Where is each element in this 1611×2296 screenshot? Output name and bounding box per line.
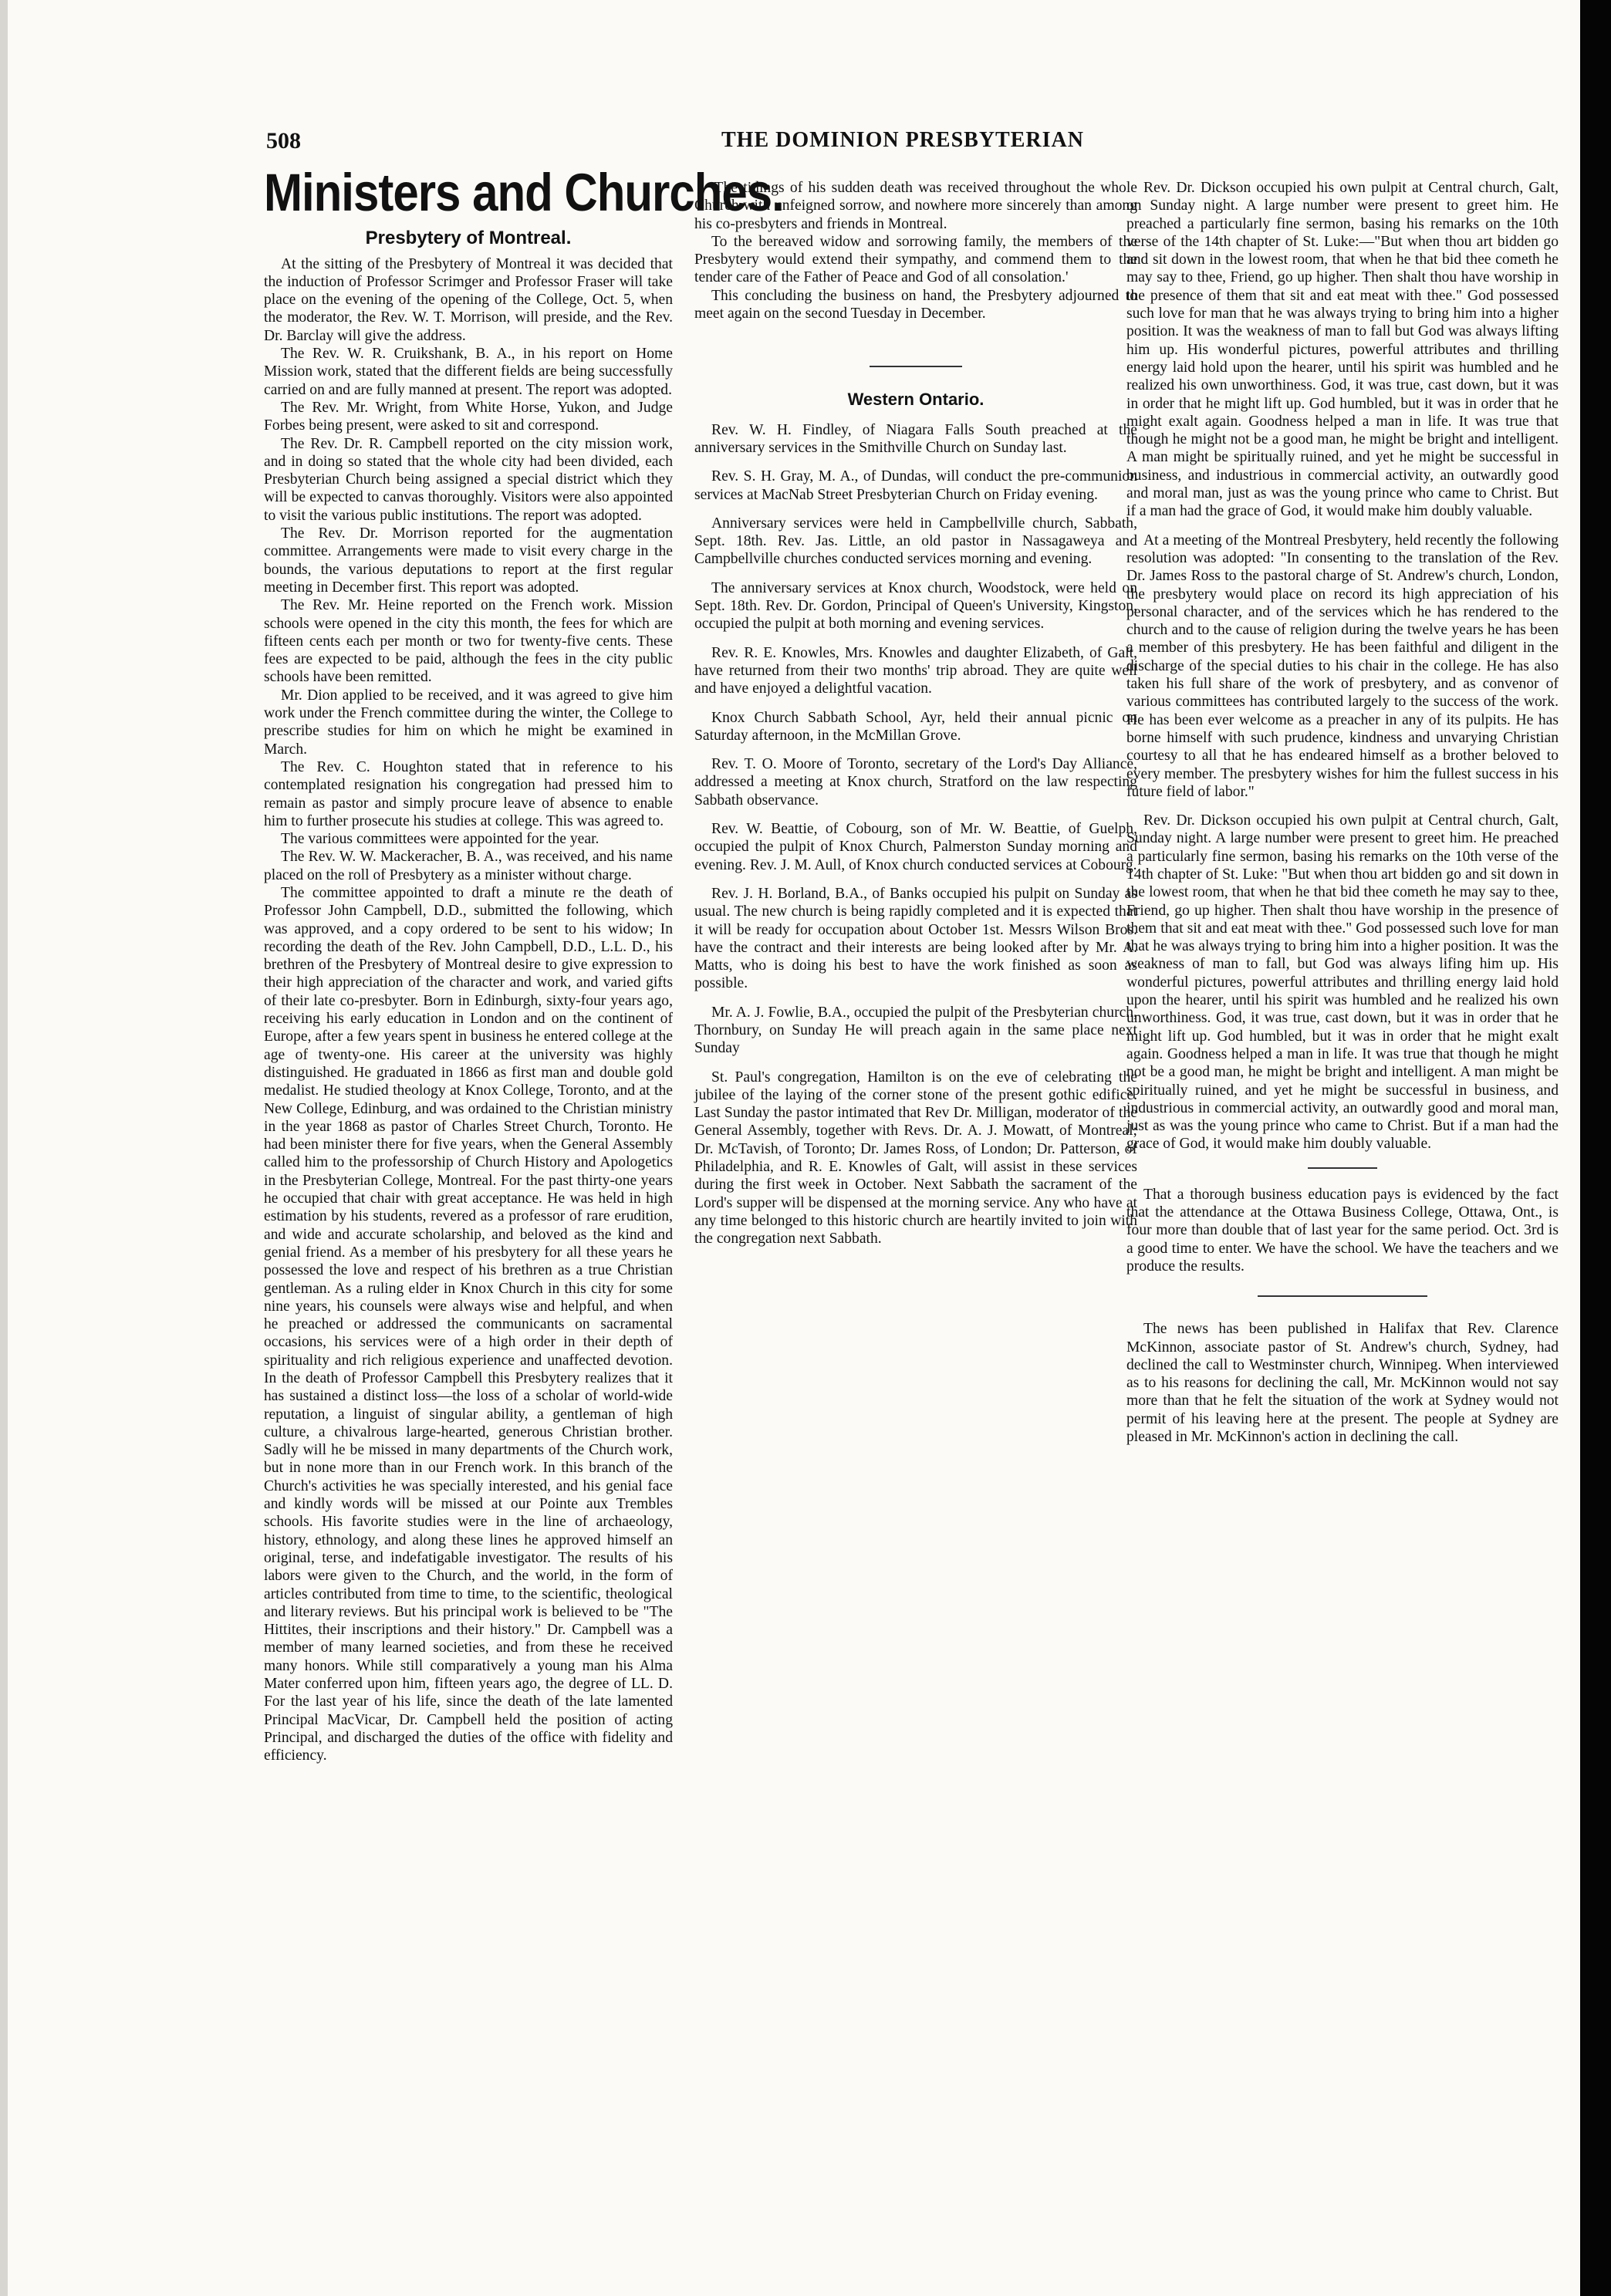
campbell-minute: The committee appointed to draft a minute re the death of Professor John Campbell, D.D., submitted the following, which was approved, and a copy ordered to be sent to his widow; In recording the death of the Rev. John Campbell, D.D., L.L. D., his brethren of the Presbytery of Montreal desire to give expression to their high appreciation of the character and work, and varied gifts of their late co-presbyter. Born in Edinburgh, sixty-four years ago, receiving his early education in London and on the continent of Europe, after a few years spent in business he entered college at the age of twenty-one. His career at the university was highly distinguished. He graduated in 1866 as first man and double gold medalist. He studied theology at Knox College, Toronto, and at the New College, Edinburg, and was ordained to the Christian ministry in the year 1868 as pastor of Charles Street Church, Toronto. He had been minister there for five years, when the General Assembly called him to the professorship of Church History and Apologetics in the Presbyterian College, Montreal. For the past thirty-one years he occupied that chair with great acceptance. He was held in high estimation by his students, revered as a professor of rare erudition, and wide and accurate scholarship, and beloved as the kind and genial friend. As a member of his presbytery for all these years he possessed the love and respect of his brethren as a true Christian gentleman. As a ruling elder in Knox Church in this city for some nine years, his counsels were always wise and helpful, and when he preached or addressed the communicants on sacramental occasions, his services were of a high order in their depth of spirituality and rich religious experience and unaffected devotion. In the death of Professor Campbell this Presbytery realizes that it has sustained a distinct loss—the loss of a scholar of world-wide reputation, a linguist of singular ability, a gentleman of high culture, a chivalrous large-hearted, generous Christian brother. Sadly will he be missed in many departments of the Church work, but in none more than in our French work. In this branch of the Church's activities he was specially interested, and his genial face and kindly words will be missed at our Pointe aux Trembles schools. His favorite studies were in the line of archaeology, history, ethnology, and along these lines he approved himself an original, terse, and indefatigable investigator. The results of his labors were given to the Church, and the world, in the form of articles contributed from time to time, to the scientific, theological and literary reviews. But his principal work is believed to be "The Hittites, their inscriptions and their history." Dr. Campbell was a member of many learned societies, and from these he received many honors. While still comparatively a young man his Alma Mater conferred upon him, fifteen years ago, the degree of LL. D. For the last year of his life, since the death of the late lamented Principal MacVicar, Dr. Campbell held the position of acting Principal, and discharged the duties of the office with fidelity and efficiency.	[264, 884, 673, 1764]
news-item: Rev. R. E. Knowles, Mrs. Knowles and daughter Elizabeth, of Galt, have returned from their two months' trip abroad. They are quite well and have enjoyed a delightful vacation.	[694, 644, 1137, 697]
article-rule	[1258, 1295, 1427, 1297]
montreal-paragraph: The Rev. W. R. Cruikshank, B. A., in his report on Home Mission work, stated that the different fields are being successfully carried on and are fully manned at present. The report was adopted.	[264, 346, 673, 398]
scan-left-edge	[0, 0, 8, 2296]
montreal-paragraph: The Rev. W. W. Mackeracher, B. A., was received, and his name placed on the roll of Presbytery as a minister without charge.	[264, 849, 673, 883]
main-heading: Ministers and Churches.	[264, 162, 784, 222]
news-item: St. Paul's congregation, Hamilton is on the eve of celebrating the jubilee of the laying of the corner stone of the present gothic edifice. Last Sunday the pastor intimated that Rev Dr. Milligan, moderator of the General Assembly, together with Revs. Dr. A. J. Mowatt, of Montreal; Dr. McTavish, of Toronto; Dr. James Ross, of London; Dr. Patterson, of Philadelphia, and R. E. Knowles of Galt, will assist in these services during the first week in October. Next Sabbath the sacrament of the Lord's supper will be dispensed at the morning service. Any who have at any time belonged to this historic church are heartily invited to join with the congregation next Sabbath.	[694, 1069, 1137, 1248]
dickson-sermon-article: Rev. Dr. Dickson occupied his own pulpit at Central church, Galt, Sunday night. A large number were present to greet him. He preached a particularly fine sermon, basing his remarks on the 10th verse of the 14th chapter of St. Luke: "But when thou art bidden go and sit down in the lowest room, that when he that bid thee cometh he may say to thee, Friend, go up higher. Then shalt thou have worship in the presence of them that sit and eat meat with thee." God possessed such love for man that he was always trying to bring him into a higher position. It was the weakness of man to fall, but God was always lifing him up. His wonderful pictures, powerful attributes and thrilling energy laid hold upon the hearer, until his spirit was humbled and he realized his own unworthiness. God, it was true, cast down, but it was in order that he might lift up. God humbled, but it was in order that he might exalt again. Goodness helped a man in life. It was true that though he might not be a good man, he might be bright and intelligent. A man might be spiritually ruined, and yet he might be successful in business, and industrious in commercial activity, an outwardly good and moral man, just as was the young prince who came to Christ. But if a man had the grace of God, it would make him doubly valuable.	[1126, 812, 1559, 1153]
article-rule	[1308, 1167, 1377, 1169]
page-header	[0, 128, 1611, 162]
news-item: Knox Church Sabbath School, Ayr, held their annual picnic on Saturday afternoon, in the McMillan Grove.	[694, 709, 1137, 744]
western-ontario-items	[694, 421, 1137, 1248]
montreal-paragraph: The Rev. Dr. R. Campbell reported on the city mission work, and in doing so stated that the whole city had been divided, each Presbyterian Church being assigned a special district which they will be expected to canvas thoroughly. Visitors were also appointed to visit the various public institutions. The report was adopted.	[264, 435, 673, 524]
news-item: Rev. S. H. Gray, M. A., of Dundas, will conduct the pre-communion services at MacNab Street Presbyterian Church on Friday evening.	[694, 468, 1137, 503]
montreal-paragraph: The Rev. C. Houghton stated that in reference to his contemplated resignation his congregation had pressed him to remain as pastor and simply procure leave of absence to enable him to further prosecute his studies at college. This was agreed to.	[264, 758, 673, 829]
montreal-heading: Presbytery of Montreal.	[365, 228, 572, 249]
business-college-notice: That a thorough business education pays is evidenced by the fact that the attendance at the Ottawa Business College, Ottawa, Ont., is four more than double that of last year for the same period. Oct. 3rd is a good time to enter. We have the school. We have the teachers and we produce the results.	[1126, 1186, 1559, 1275]
montreal-paragraph: At the sitting of the Presbytery of Montreal it was decided that the induction of Professor Scrimger and Professor Fraser will take place on the evening of the opening of the College, Oct. 5, when the moderator, the Rev. W. T. Morrison, will preside, and the Rev. Dr. Barclay will give the address.	[264, 255, 673, 344]
ross-resolution-article: At a meeting of the Montreal Presbytery, held recently the following resolution was adopted: "In consenting to the translation of the Rev. Dr. James Ross to the pastoral charge of St. Andrew's church, London, the presbytery would place on record its high appreciation of his personal character, and of the services which he has rendered to the church and to the cause of religion during the twelve years he has been a member of this presbytery. He has been faithful and diligent in the discharge of the special duties to his chair in the college. He has also taken his full share of the work of presbytery, and as convenor of various committees has contributed largely to the success of the work. He has been ever welcome as a preacher in any of its pulpits. He has borne himself with such prudence, kindness and unvarying Christian courtesy to all that he has endeared himself as a brother beloved to every member. The presbytery wishes for him the fullest success in his future field of labor."	[1126, 532, 1559, 800]
spacer	[694, 322, 1137, 346]
news-item: Rev. J. H. Borland, B.A., of Banks occupied his pulpit on Sunday as usual. The new church is being rapidly completed and it is expected that it will be ready for occupation about October 1st. Messrs Wilson Bros. have the contract and their interests are being looked after by Mr. A. Matts, who is doing his best to have the work finished as soon as possible.	[694, 885, 1137, 992]
news-item: Rev. W. H. Findley, of Niagara Falls South preached at the anniversary services in the Smithville Church on Sunday last.	[694, 421, 1137, 456]
column-2	[694, 179, 1137, 1248]
montreal-paragraph: The Rev. Mr. Wright, from White Horse, Yukon, and Judge Forbes being present, were asked to sit and correspond.	[264, 399, 673, 434]
montreal-paragraph: 'The tidings of his sudden death was received throughout the whole Church with unfeigned sorrow, and nowhere more sincerely than among his co-presbyters and friends in Montreal.	[694, 180, 1137, 232]
western-ontario-heading: Western Ontario.	[847, 390, 984, 410]
montreal-paragraph: To the bereaved widow and sorrowing family, the members of the Presbytery would extend their sympathy, and commend them to the tender care of the Father of Peace and God of all consolation.'	[694, 233, 1137, 286]
news-item: The anniversary services at Knox church, Woodstock, were held on Sept. 18th. Rev. Dr. Gordon, Principal of Queen's University, Kingston, occupied the pulpit at both morning and evening services.	[694, 579, 1137, 633]
montreal-paragraph: Mr. Dion applied to be received, and it was agreed to give him work under the French committee during the winter, the College to prescribe studies for him on which he might be examined in March.	[264, 687, 673, 758]
news-item: Rev. W. Beattie, of Cobourg, son of Mr. W. Beattie, of Guelph, occupied the pulpit of Knox Church, Palmerston Sunday morning and evening. Rev. J. M. Aull, of Knox church conducted services at Cobourg.	[694, 821, 1137, 873]
column-3	[1126, 179, 1559, 1446]
scan-right-edge	[1580, 0, 1611, 2296]
mckinnon-article: The news has been published in Halifax that Rev. Clarence McKinnon, associate pastor of St. Andrew's church, Sydney, had declined the call to Westminster church, Winnipeg. When interviewed as to his reasons for declining the call, Mr. McKinnon would not say more than that he felt the situation of the work at Sydney would not permit of his leaving here at the present. The people at Sydney are pleased in Mr. McKinnon's action in declining the call.	[1126, 1321, 1559, 1445]
news-item: Rev. T. O. Moore of Toronto, secretary of the Lord's Day Alliance, addressed a meeting at Knox church, Stratford on the law respecting Sabbath observance.	[694, 756, 1137, 809]
news-item: Anniversary services were held in Campbellville church, Sabbath, Sept. 18th. Rev. Jas. Little, an old pastor in Nassagaweya and Campbellville churches conducted services morning and evening.	[694, 515, 1137, 568]
montreal-paragraph: The Rev. Mr. Heine reported on the French work. Mission schools were opened in the city this month, the fees for which are fifteen cents each per month or two for twenty-five cents. These fees are expected to be paid, although the fees in the city public schools have been remitted.	[264, 597, 673, 686]
running-title: THE DOMINION PRESBYTERIAN	[721, 128, 1084, 152]
montreal-paragraph: This concluding the business on hand, the Presbytery adjourned to meet again on the second Tuesday in December.	[694, 287, 1137, 322]
montreal-paragraph: The various committees were appointed for the year.	[281, 831, 599, 848]
column-1	[264, 162, 784, 1765]
section-rule	[870, 366, 962, 367]
news-item: Mr. A. J. Fowlie, B.A., occupied the pulpit of the Presbyterian church, Thornbury, on Sunday He will preach again in the same place next Sunday	[694, 1004, 1137, 1057]
montreal-paragraph: The Rev. Dr. Morrison reported for the augmentation committee. Arrangements were made to visit every charge in the bounds, the various deputations to report at the first regular meeting in December first. This report was adopted.	[264, 525, 673, 596]
page-number: 508	[266, 128, 301, 154]
column-3-items	[1126, 179, 1559, 1153]
dickson-sermon-article: Rev. Dr. Dickson occupied his own pulpit at Central church, Galt, on Sunday night. A large number were present to greet him. He preached a particularly fine sermon, basing his remarks on the 10th verse of the 14th chapter of St. Luke:—"But when thou art bidden go and sit down in the lowest room, that when he that bid thee cometh he may say to thee, Friend, go up higher. Then shalt thou have worship in the presence of them that sit and eat meat with thee." God possessed such love for man that he was always trying to bring him into a higher position. It was the weakness of man to fall but God was always lifting him up. His wonderful pictures, powerful attributes and thrilling energy laid hold upon the hearer, until his spirit was humbled and he realized his own unworthiness. God, it was true, cast down, but it was in order that he might lift up. God humbled, but it was in order that he might exalt again. Goodness helped a man in life. It was true that though he might not be a good man, he might be bright and intelligent. A man might be spiritually ruined, and yet he might be successful in business, and industrious in commercial activity, an outwardly good and moral man, just as was the young prince who came to Christ. But if a man had the grace of God, it would make him doubly valuable.	[1126, 180, 1559, 520]
